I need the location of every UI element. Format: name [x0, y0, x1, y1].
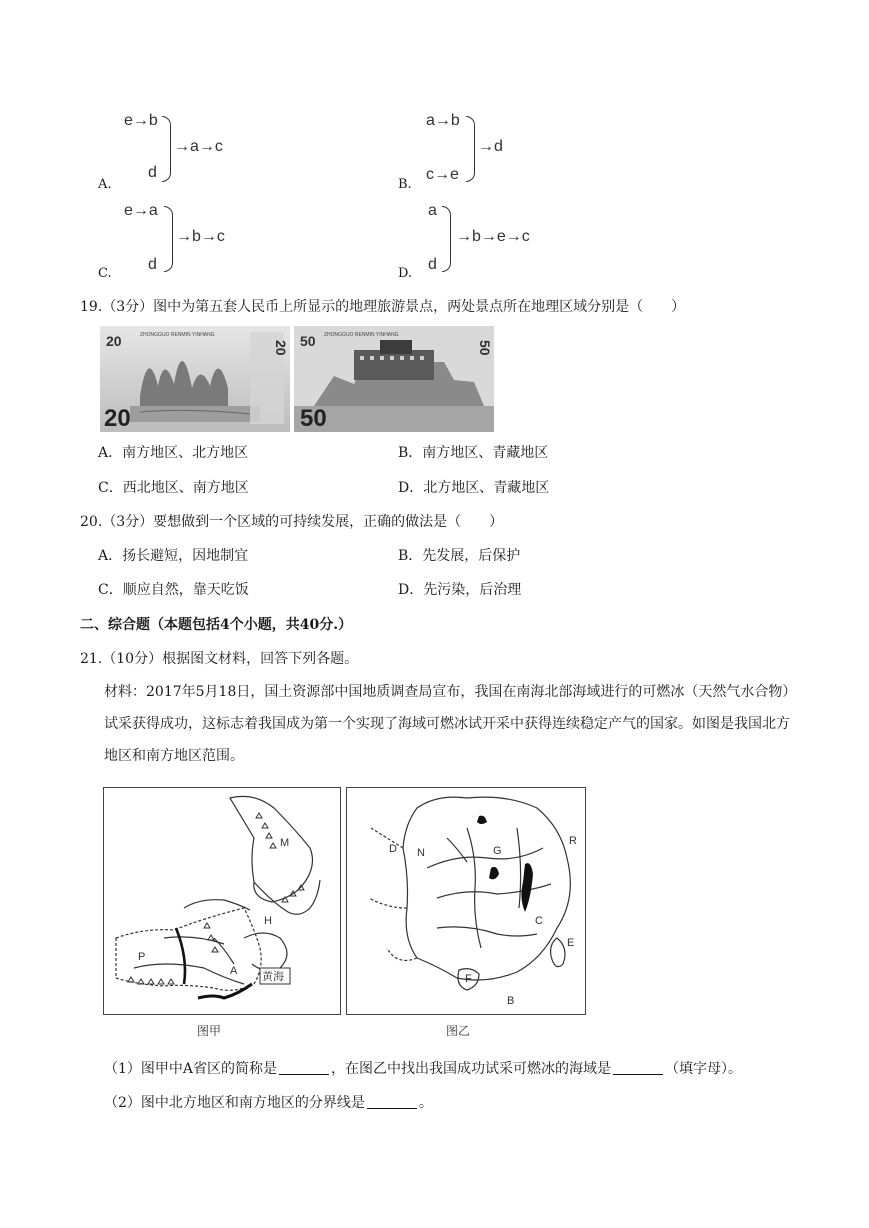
q19-option-b[interactable]: B．南方地区、青藏地区 — [398, 445, 549, 461]
sub2-text-a: （2）图中北方地区和南方地区的分界线是 — [104, 1095, 365, 1111]
banknote-50-image — [294, 326, 494, 432]
option-label: D. — [398, 266, 413, 281]
chain-top: a→b — [426, 112, 460, 129]
q19-option-d[interactable]: D．北方地区、青藏地区 — [398, 480, 550, 496]
note-header: ZHONGGUO RENMIN YINHANG — [324, 332, 399, 338]
chain-top: e→a — [124, 202, 158, 219]
note-denom-top: 50 — [300, 333, 316, 349]
note-denom-bottom: 20 — [104, 405, 131, 432]
chain-tail: →b→c — [176, 228, 225, 245]
q21-sub1 — [104, 1058, 742, 1078]
chain-bottom: c→e — [426, 166, 459, 183]
sub1-text-a: （1）图甲中A省区的简称是 — [104, 1061, 278, 1077]
option-label: A. — [98, 177, 112, 192]
sub1-text-c: （填字母）。 — [665, 1061, 743, 1077]
chain-bottom: d — [148, 256, 157, 273]
q21-material: 材料：2017年5月18日，国土资源部中国地质调查局宣布，我国在南海北部海域进行的可燃冰（天然气水合物）试采获得成功，这标志着我国成为第一个实现了海域可燃冰试开采中获得连续稳定产气的国家。如图是我国北方地区和南方地区范围。 — [104, 684, 790, 764]
answer-blank-2[interactable] — [613, 1060, 663, 1075]
chain-bottom: d — [148, 164, 157, 181]
q20-option-b[interactable]: B．先发展，后保护 — [398, 548, 521, 564]
map-label-a: A — [230, 965, 238, 977]
brace — [442, 206, 451, 272]
note-denom-side: 20 — [273, 340, 289, 356]
map-label-f: F — [465, 973, 472, 985]
q21-stem: 21.（10分）根据图文材料，回答下列各题。 — [80, 651, 359, 667]
note-denom-bottom: 50 — [300, 405, 327, 432]
q20-stem: 20.（3分）要想做到一个区域的可持续发展，正确的做法是（ ） — [80, 514, 504, 530]
map-b-caption: 图乙 — [446, 1024, 471, 1038]
map-label-p: P — [138, 951, 146, 963]
q20-option-c[interactable]: C．顺应自然，靠天吃饭 — [98, 582, 249, 598]
map-label-g: G — [493, 845, 502, 857]
banknote-20-image — [100, 326, 290, 432]
q20-option-a[interactable]: A．扬长避短，因地制宜 — [98, 548, 249, 564]
chain-top: a — [428, 202, 437, 219]
note-denom-top: 20 — [106, 333, 122, 349]
map-label-b: B — [507, 995, 515, 1007]
map-label-m: M — [280, 837, 290, 849]
section-heading: 二、综合题（本题包括4个小题，共40分.） — [80, 617, 353, 633]
map-label-sea: 黄海 — [262, 971, 284, 983]
answer-blank-3[interactable] — [367, 1094, 417, 1109]
note-denom-side: 50 — [477, 340, 493, 356]
option-label: C. — [98, 266, 112, 281]
map-label-c: C — [535, 915, 543, 927]
map-north-region — [103, 787, 341, 1015]
brace — [466, 116, 475, 182]
brace — [164, 206, 173, 272]
answer-blank-1[interactable] — [279, 1060, 329, 1075]
chain-tail: →d — [478, 138, 503, 155]
map-a-caption: 图甲 — [197, 1024, 222, 1038]
q20-option-d[interactable]: D．先污染，后治理 — [398, 582, 522, 598]
q19-option-a[interactable]: A．南方地区、北方地区 — [98, 445, 249, 461]
q19-stem: 19.（3分）图中为第五套人民币上所显示的地理旅游景点，两处景点所在地理区域分别是（ ） — [80, 299, 686, 315]
map-label-n: N — [417, 847, 425, 859]
note-header: ZHONGGUO RENMIN YINHANG — [140, 332, 215, 338]
sub2-text-b: 。 — [418, 1095, 433, 1111]
chain-bottom: d — [428, 256, 437, 273]
map-south-region — [346, 787, 586, 1015]
map-label-e: E — [567, 937, 575, 949]
option-label: B. — [398, 177, 412, 192]
map-label-h: H — [264, 915, 272, 927]
chain-tail: →a→c — [174, 138, 223, 155]
map-label-d: D — [389, 843, 397, 855]
chain-top: e→b — [124, 112, 158, 129]
q19-option-c[interactable]: C．西北地区、南方地区 — [98, 480, 249, 496]
chain-tail: →b→e→c — [456, 228, 530, 245]
brace — [162, 116, 171, 182]
sub1-text-b: ，在图乙中找出我国成功试采可燃冰的海域是 — [331, 1061, 612, 1077]
q21-sub2 — [104, 1092, 433, 1112]
map-label-r: R — [569, 835, 577, 847]
